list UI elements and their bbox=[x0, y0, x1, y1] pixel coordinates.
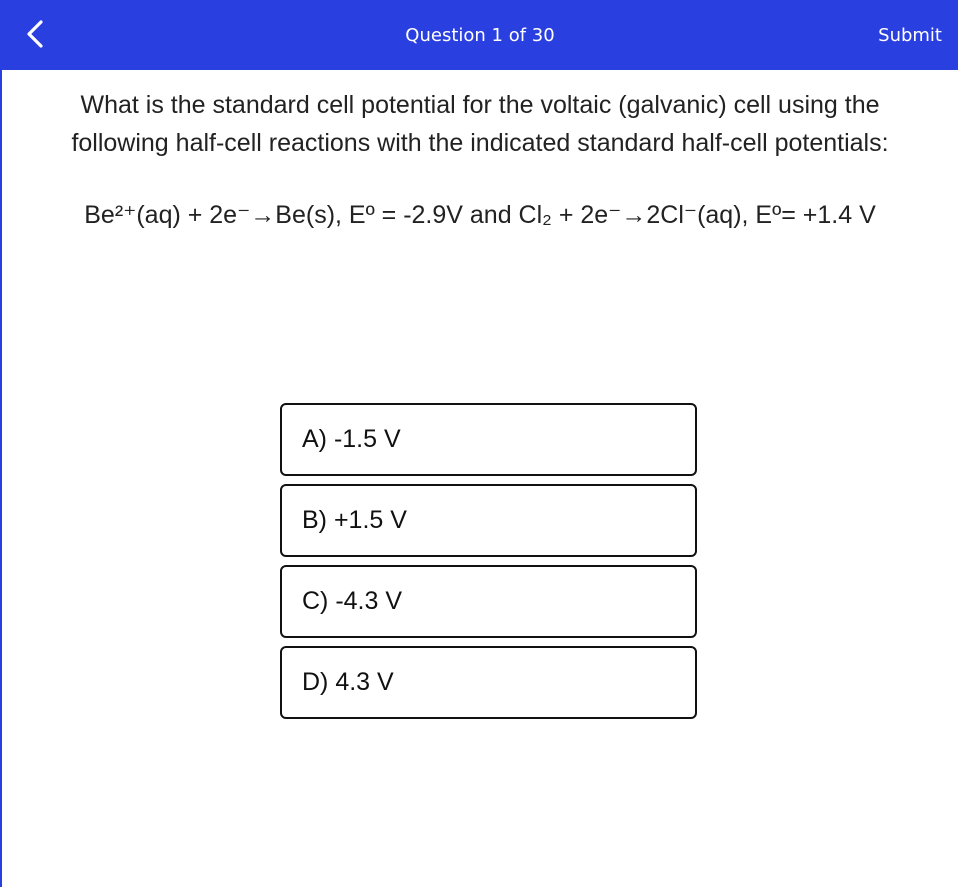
question-line-2: following half-cell reactions with the indicated standard half-cell potentials: bbox=[71, 129, 889, 157]
answer-option-d[interactable] bbox=[280, 646, 697, 719]
answer-label: C) -4.3 V bbox=[302, 587, 403, 615]
question-text bbox=[2, 86, 958, 162]
answer-options bbox=[280, 403, 697, 727]
top-bar bbox=[0, 0, 958, 70]
question-counter: Question 1 of 30 bbox=[405, 25, 555, 46]
answer-label: B) +1.5 V bbox=[302, 506, 407, 534]
answer-label: A) -1.5 V bbox=[302, 425, 401, 453]
answer-option-b[interactable] bbox=[280, 484, 697, 557]
half-reactions-equation: Be²⁺(aq) + 2e⁻→Be(s), Eº = -2.9V and Cl₂ + 2e⁻→2Cl⁻(aq), Eº= +1.4 V bbox=[84, 201, 876, 229]
submit-button[interactable]: Submit bbox=[878, 25, 942, 46]
answer-option-c[interactable] bbox=[280, 565, 697, 638]
answer-option-a[interactable] bbox=[280, 403, 697, 476]
answer-label: D) 4.3 V bbox=[302, 668, 394, 696]
question-line-1: What is the standard cell potential for the voltaic (galvanic) cell using the bbox=[80, 91, 880, 119]
